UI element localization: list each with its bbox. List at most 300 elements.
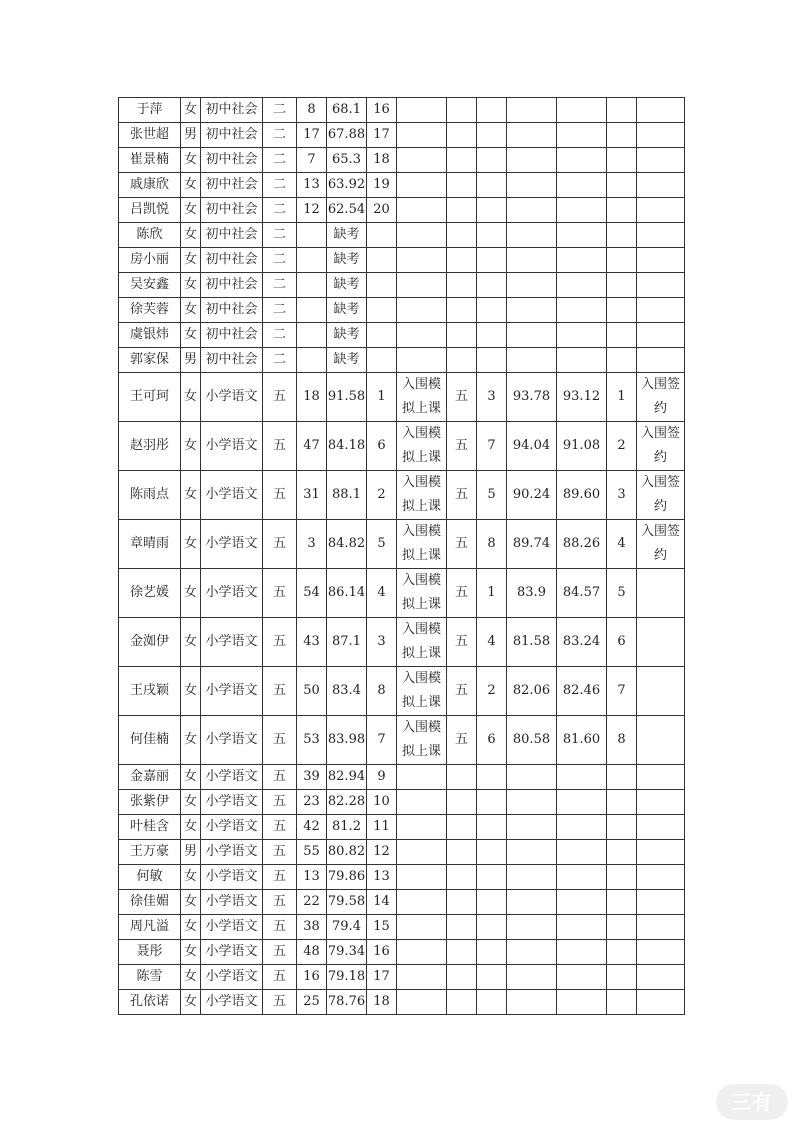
cell-total-score: [557, 198, 607, 223]
cell-final-rank: [607, 173, 637, 198]
table-row: [119, 815, 685, 840]
cell-subject: 小学语文: [201, 716, 263, 765]
cell-rank: 10: [367, 790, 397, 815]
cell-final-rank: 8: [607, 716, 637, 765]
cell-lecture-score: 89.74: [507, 520, 557, 569]
cell-score: 68.1: [327, 98, 367, 123]
cell-status: [397, 148, 447, 173]
cell-name: 吴安鑫: [119, 273, 181, 298]
cell-name: 徐佳媚: [119, 890, 181, 915]
cell-draw-no-2: [477, 198, 507, 223]
cell-name: 聂彤: [119, 940, 181, 965]
cell-group-2: [447, 348, 477, 373]
cell-name: 陈雨点: [119, 471, 181, 520]
cell-group: 五: [263, 667, 297, 716]
cell-name: 徐芙蓉: [119, 298, 181, 323]
cell-draw-no: 55: [297, 840, 327, 865]
cell-name: 叶桂含: [119, 815, 181, 840]
cell-final-rank: [607, 348, 637, 373]
cell-total-score: [557, 790, 607, 815]
cell-draw-no: 18: [297, 373, 327, 422]
cell-status: 入围模拟上课: [397, 716, 447, 765]
cell-total-score: [557, 915, 607, 940]
cell-draw-no-2: [477, 815, 507, 840]
cell-group: 五: [263, 990, 297, 1015]
cell-gender: 女: [181, 520, 201, 569]
cell-subject: 初中社会: [201, 323, 263, 348]
cell-lecture-score: [507, 348, 557, 373]
table-row: [119, 865, 685, 890]
cell-draw-no: 31: [297, 471, 327, 520]
cell-final-rank: [607, 815, 637, 840]
cell-score: 缺考: [327, 298, 367, 323]
table-row: [119, 298, 685, 323]
cell-draw-no: [297, 348, 327, 373]
cell-score: 缺考: [327, 223, 367, 248]
cell-final-rank: [607, 148, 637, 173]
cell-total-score: [557, 273, 607, 298]
cell-group-2: [447, 123, 477, 148]
cell-status: [397, 890, 447, 915]
cell-gender: 女: [181, 148, 201, 173]
cell-subject: 小学语文: [201, 940, 263, 965]
cell-group-2: [447, 990, 477, 1015]
cell-rank: [367, 348, 397, 373]
cell-result: [637, 915, 685, 940]
cell-result: [637, 223, 685, 248]
cell-gender: 女: [181, 965, 201, 990]
cell-score: 63.92: [327, 173, 367, 198]
cell-total-score: [557, 223, 607, 248]
cell-score: 79.34: [327, 940, 367, 965]
cell-gender: 女: [181, 422, 201, 471]
cell-status: [397, 965, 447, 990]
cell-gender: 女: [181, 890, 201, 915]
cell-total-score: [557, 765, 607, 790]
cell-draw-no: 12: [297, 198, 327, 223]
cell-draw-no: 25: [297, 990, 327, 1015]
cell-rank: 15: [367, 915, 397, 940]
cell-name: 王戌颖: [119, 667, 181, 716]
cell-total-score: [557, 990, 607, 1015]
cell-rank: 16: [367, 98, 397, 123]
cell-group: 二: [263, 148, 297, 173]
cell-score: 缺考: [327, 273, 367, 298]
cell-status: 入围模拟上课: [397, 569, 447, 618]
cell-draw-no-2: 5: [477, 471, 507, 520]
cell-score: 缺考: [327, 348, 367, 373]
cell-group: 五: [263, 471, 297, 520]
cell-status: [397, 298, 447, 323]
cell-subject: 初中社会: [201, 98, 263, 123]
cell-draw-no-2: [477, 890, 507, 915]
cell-group: 五: [263, 765, 297, 790]
cell-subject: 小学语文: [201, 765, 263, 790]
cell-rank: 12: [367, 840, 397, 865]
cell-score: 83.98: [327, 716, 367, 765]
cell-gender: 女: [181, 173, 201, 198]
cell-name: 金嘉丽: [119, 765, 181, 790]
cell-name: 张紫伊: [119, 790, 181, 815]
cell-lecture-score: [507, 865, 557, 890]
cell-total-score: 91.08: [557, 422, 607, 471]
cell-lecture-score: 81.58: [507, 618, 557, 667]
cell-final-rank: 3: [607, 471, 637, 520]
cell-rank: 8: [367, 667, 397, 716]
cell-score: 84.18: [327, 422, 367, 471]
cell-score: 83.4: [327, 667, 367, 716]
table-row: [119, 273, 685, 298]
cell-total-score: 88.26: [557, 520, 607, 569]
cell-lecture-score: [507, 323, 557, 348]
cell-final-rank: 2: [607, 422, 637, 471]
cell-rank: [367, 248, 397, 273]
cell-rank: 13: [367, 865, 397, 890]
cell-draw-no: 3: [297, 520, 327, 569]
cell-final-rank: [607, 840, 637, 865]
cell-subject: 小学语文: [201, 520, 263, 569]
cell-draw-no-2: [477, 298, 507, 323]
cell-status: [397, 223, 447, 248]
cell-group: 五: [263, 840, 297, 865]
cell-total-score: [557, 123, 607, 148]
cell-subject: 初中社会: [201, 148, 263, 173]
cell-lecture-score: 90.24: [507, 471, 557, 520]
cell-subject: 小学语文: [201, 618, 263, 667]
cell-rank: 11: [367, 815, 397, 840]
cell-status: [397, 123, 447, 148]
cell-final-rank: [607, 198, 637, 223]
table-row: [119, 618, 685, 667]
cell-lecture-score: [507, 298, 557, 323]
cell-rank: 17: [367, 965, 397, 990]
cell-name: 吕凯悦: [119, 198, 181, 223]
cell-subject: 小学语文: [201, 865, 263, 890]
table-row: [119, 223, 685, 248]
table-row: [119, 248, 685, 273]
cell-group: 二: [263, 173, 297, 198]
cell-status: [397, 865, 447, 890]
cell-group: 二: [263, 98, 297, 123]
cell-draw-no-2: [477, 915, 507, 940]
cell-final-rank: [607, 890, 637, 915]
cell-total-score: 83.24: [557, 618, 607, 667]
cell-group: 五: [263, 716, 297, 765]
cell-group-2: [447, 940, 477, 965]
cell-gender: 女: [181, 716, 201, 765]
cell-subject: 小学语文: [201, 890, 263, 915]
table-row: [119, 990, 685, 1015]
cell-draw-no: 48: [297, 940, 327, 965]
cell-result: [637, 273, 685, 298]
cell-group-2: [447, 765, 477, 790]
cell-status: 入围模拟上课: [397, 471, 447, 520]
cell-name: 郭家保: [119, 348, 181, 373]
cell-final-rank: [607, 98, 637, 123]
cell-lecture-score: [507, 273, 557, 298]
cell-group: 二: [263, 248, 297, 273]
cell-total-score: [557, 865, 607, 890]
cell-lecture-score: [507, 148, 557, 173]
cell-draw-no-2: [477, 123, 507, 148]
table-row: [119, 569, 685, 618]
cell-subject: 小学语文: [201, 667, 263, 716]
cell-status: [397, 815, 447, 840]
cell-group-2: [447, 198, 477, 223]
cell-subject: 初中社会: [201, 348, 263, 373]
cell-total-score: [557, 323, 607, 348]
cell-draw-no: 13: [297, 173, 327, 198]
cell-gender: 男: [181, 840, 201, 865]
cell-rank: 19: [367, 173, 397, 198]
cell-score: 82.94: [327, 765, 367, 790]
cell-gender: 女: [181, 273, 201, 298]
cell-gender: 女: [181, 865, 201, 890]
cell-status: 入围模拟上课: [397, 373, 447, 422]
cell-group-2: [447, 323, 477, 348]
cell-score: 86.14: [327, 569, 367, 618]
table-row: [119, 890, 685, 915]
cell-name: 王可珂: [119, 373, 181, 422]
table-row: [119, 520, 685, 569]
cell-rank: 1: [367, 373, 397, 422]
cell-group: 五: [263, 890, 297, 915]
cell-lecture-score: [507, 790, 557, 815]
cell-group-2: 五: [447, 667, 477, 716]
cell-draw-no-2: [477, 248, 507, 273]
cell-gender: 女: [181, 940, 201, 965]
cell-name: 虞银炜: [119, 323, 181, 348]
cell-group-2: 五: [447, 520, 477, 569]
cell-rank: [367, 273, 397, 298]
cell-lecture-score: [507, 223, 557, 248]
cell-draw-no-2: 6: [477, 716, 507, 765]
table-row: [119, 173, 685, 198]
cell-lecture-score: 94.04: [507, 422, 557, 471]
cell-draw-no-2: [477, 790, 507, 815]
cell-result: 入围签约: [637, 422, 685, 471]
cell-draw-no: 22: [297, 890, 327, 915]
cell-draw-no-2: [477, 348, 507, 373]
cell-rank: 18: [367, 148, 397, 173]
cell-draw-no-2: [477, 765, 507, 790]
cell-gender: 女: [181, 223, 201, 248]
cell-score: 82.28: [327, 790, 367, 815]
cell-result: [637, 815, 685, 840]
cell-group-2: [447, 148, 477, 173]
cell-rank: 16: [367, 940, 397, 965]
cell-group-2: [447, 840, 477, 865]
cell-draw-no-2: 2: [477, 667, 507, 716]
cell-rank: 5: [367, 520, 397, 569]
cell-subject: 小学语文: [201, 990, 263, 1015]
cell-gender: 女: [181, 569, 201, 618]
cell-subject: 小学语文: [201, 965, 263, 990]
cell-draw-no-2: [477, 173, 507, 198]
cell-final-rank: 5: [607, 569, 637, 618]
cell-result: [637, 940, 685, 965]
brand-logo: 三有: [716, 1084, 788, 1120]
cell-name: 陈雪: [119, 965, 181, 990]
cell-subject: 初中社会: [201, 248, 263, 273]
cell-score: 79.4: [327, 915, 367, 940]
cell-name: 王万豪: [119, 840, 181, 865]
cell-final-rank: 4: [607, 520, 637, 569]
cell-draw-no-2: [477, 965, 507, 990]
cell-final-rank: [607, 123, 637, 148]
table-row: [119, 373, 685, 422]
cell-result: 入围签约: [637, 373, 685, 422]
table-row: [119, 840, 685, 865]
cell-group-2: [447, 890, 477, 915]
table-row: [119, 667, 685, 716]
cell-score: 缺考: [327, 323, 367, 348]
cell-status: 入围模拟上课: [397, 667, 447, 716]
cell-lecture-score: [507, 248, 557, 273]
cell-score: 87.1: [327, 618, 367, 667]
cell-group: 五: [263, 373, 297, 422]
cell-gender: 女: [181, 790, 201, 815]
cell-subject: 小学语文: [201, 471, 263, 520]
cell-result: [637, 618, 685, 667]
cell-lecture-score: [507, 198, 557, 223]
cell-result: [637, 323, 685, 348]
cell-final-rank: [607, 915, 637, 940]
cell-group-2: [447, 98, 477, 123]
cell-gender: 女: [181, 915, 201, 940]
cell-draw-no: [297, 273, 327, 298]
cell-total-score: [557, 940, 607, 965]
cell-rank: 20: [367, 198, 397, 223]
cell-name: 戚康欣: [119, 173, 181, 198]
cell-rank: 14: [367, 890, 397, 915]
cell-draw-no: 39: [297, 765, 327, 790]
cell-result: [637, 890, 685, 915]
cell-result: [637, 173, 685, 198]
cell-draw-no: 13: [297, 865, 327, 890]
cell-draw-no: 7: [297, 148, 327, 173]
cell-status: 入围模拟上课: [397, 520, 447, 569]
cell-status: [397, 765, 447, 790]
cell-score: 65.3: [327, 148, 367, 173]
cell-result: [637, 148, 685, 173]
cell-draw-no: [297, 223, 327, 248]
cell-status: [397, 348, 447, 373]
cell-rank: 17: [367, 123, 397, 148]
cell-lecture-score: 83.9: [507, 569, 557, 618]
cell-draw-no: [297, 248, 327, 273]
cell-score: 88.1: [327, 471, 367, 520]
cell-rank: [367, 323, 397, 348]
cell-total-score: 81.60: [557, 716, 607, 765]
cell-lecture-score: 80.58: [507, 716, 557, 765]
cell-status: [397, 323, 447, 348]
cell-draw-no: 42: [297, 815, 327, 840]
cell-lecture-score: [507, 173, 557, 198]
cell-gender: 女: [181, 815, 201, 840]
cell-name: 孔依诺: [119, 990, 181, 1015]
cell-lecture-score: [507, 915, 557, 940]
table-row: [119, 422, 685, 471]
cell-draw-no-2: [477, 940, 507, 965]
cell-draw-no-2: 8: [477, 520, 507, 569]
cell-draw-no: 54: [297, 569, 327, 618]
cell-subject: 初中社会: [201, 173, 263, 198]
cell-result: [637, 298, 685, 323]
cell-draw-no: 47: [297, 422, 327, 471]
results-table: [118, 97, 685, 1015]
cell-draw-no-2: [477, 990, 507, 1015]
cell-group: 二: [263, 198, 297, 223]
cell-total-score: 89.60: [557, 471, 607, 520]
cell-name: 房小丽: [119, 248, 181, 273]
cell-total-score: [557, 890, 607, 915]
cell-result: [637, 765, 685, 790]
cell-name: 张世超: [119, 123, 181, 148]
cell-total-score: [557, 98, 607, 123]
cell-rank: 4: [367, 569, 397, 618]
cell-result: 入围签约: [637, 520, 685, 569]
cell-final-rank: [607, 298, 637, 323]
cell-gender: 男: [181, 348, 201, 373]
cell-group-2: [447, 915, 477, 940]
cell-gender: 女: [181, 765, 201, 790]
cell-draw-no-2: 3: [477, 373, 507, 422]
cell-gender: 女: [181, 373, 201, 422]
cell-total-score: 93.12: [557, 373, 607, 422]
cell-subject: 小学语文: [201, 840, 263, 865]
cell-final-rank: [607, 965, 637, 990]
cell-final-rank: [607, 273, 637, 298]
cell-group: 二: [263, 298, 297, 323]
cell-name: 陈欣: [119, 223, 181, 248]
cell-total-score: [557, 248, 607, 273]
cell-group-2: [447, 965, 477, 990]
cell-subject: 初中社会: [201, 273, 263, 298]
cell-result: [637, 248, 685, 273]
cell-draw-no-2: [477, 865, 507, 890]
table-row: [119, 98, 685, 123]
cell-gender: 女: [181, 98, 201, 123]
table-row: [119, 716, 685, 765]
cell-gender: 女: [181, 990, 201, 1015]
cell-result: [637, 667, 685, 716]
cell-draw-no: 38: [297, 915, 327, 940]
cell-final-rank: 6: [607, 618, 637, 667]
cell-name: 章晴雨: [119, 520, 181, 569]
cell-gender: 女: [181, 248, 201, 273]
cell-status: [397, 790, 447, 815]
cell-gender: 女: [181, 667, 201, 716]
cell-draw-no-2: [477, 223, 507, 248]
cell-group: 二: [263, 348, 297, 373]
cell-final-rank: [607, 790, 637, 815]
cell-group: 二: [263, 323, 297, 348]
cell-rank: [367, 298, 397, 323]
cell-lecture-score: [507, 940, 557, 965]
cell-group: 五: [263, 790, 297, 815]
cell-status: [397, 198, 447, 223]
cell-result: [637, 123, 685, 148]
cell-name: 于萍: [119, 98, 181, 123]
cell-gender: 女: [181, 298, 201, 323]
cell-total-score: 84.57: [557, 569, 607, 618]
cell-draw-no: 23: [297, 790, 327, 815]
cell-draw-no: 8: [297, 98, 327, 123]
cell-subject: 小学语文: [201, 815, 263, 840]
cell-final-rank: [607, 248, 637, 273]
cell-result: [637, 198, 685, 223]
